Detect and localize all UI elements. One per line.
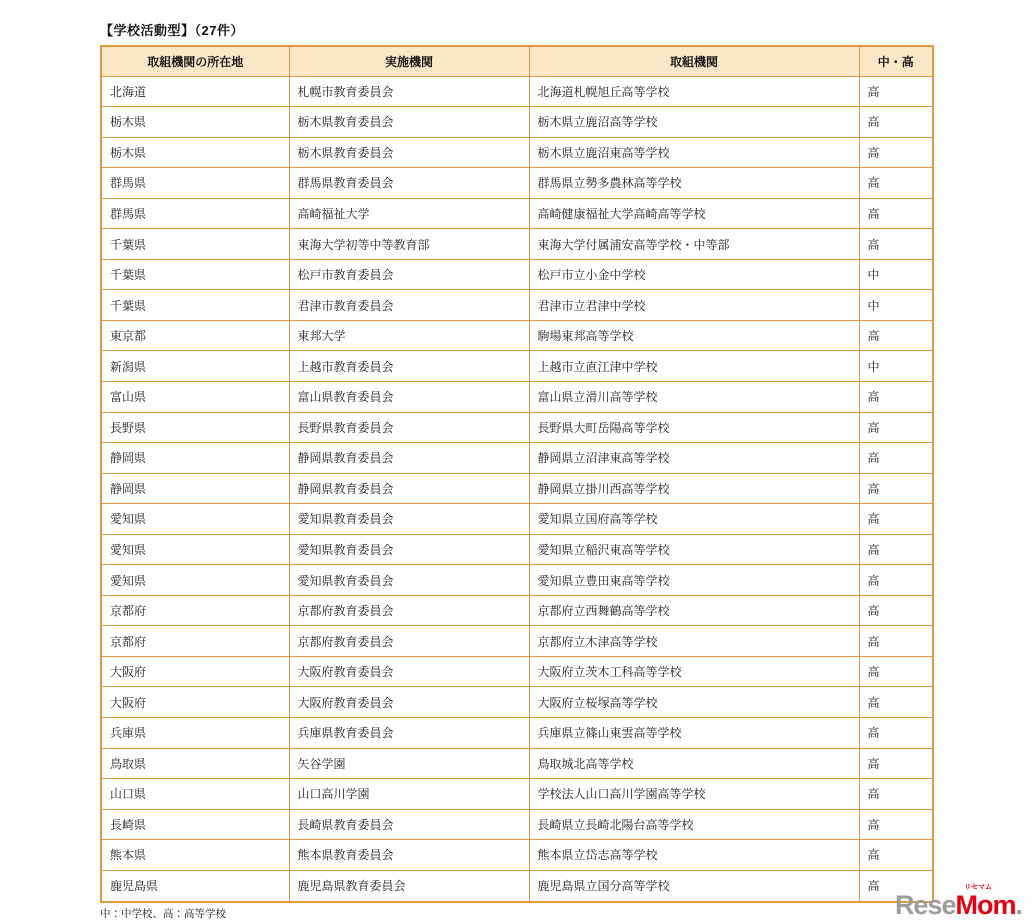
cell-level: 高 — [859, 473, 933, 504]
table-row — [101, 229, 933, 260]
cell-level: 高 — [859, 565, 933, 596]
table-row — [101, 840, 933, 871]
cell-location: 愛知県 — [101, 565, 289, 596]
cell-initiative-org: 高崎健康福祉大学高崎高等学校 — [529, 198, 859, 229]
cell-implementing-org: 愛知県教育委員会 — [289, 534, 529, 565]
cell-location: 北海道 — [101, 76, 289, 107]
cell-implementing-org: 長野県教育委員会 — [289, 412, 529, 443]
cell-location: 新潟県 — [101, 351, 289, 382]
school-activity-table — [100, 45, 934, 903]
cell-level: 高 — [859, 626, 933, 657]
cell-implementing-org: 東邦大学 — [289, 320, 529, 351]
cell-location: 熊本県 — [101, 840, 289, 871]
cell-initiative-org: 京都府立西舞鶴高等学校 — [529, 595, 859, 626]
logo-text-mom: Mom — [955, 890, 1016, 920]
cell-implementing-org: 静岡県教育委員会 — [289, 443, 529, 474]
table-row — [101, 381, 933, 412]
table-row — [101, 687, 933, 718]
cell-location: 群馬県 — [101, 168, 289, 199]
cell-initiative-org: 群馬県立勢多農林高等学校 — [529, 168, 859, 199]
cell-implementing-org: 京都府教育委員会 — [289, 626, 529, 657]
table-row — [101, 656, 933, 687]
table-row — [101, 320, 933, 351]
cell-level: 高 — [859, 229, 933, 260]
cell-initiative-org: 栃木県立鹿沼高等学校 — [529, 107, 859, 138]
table-row — [101, 76, 933, 107]
cell-initiative-org: 愛知県立豊田東高等学校 — [529, 565, 859, 596]
cell-initiative-org: 熊本県立岱志高等学校 — [529, 840, 859, 871]
cell-implementing-org: 高崎福祉大学 — [289, 198, 529, 229]
cell-location: 兵庫県 — [101, 717, 289, 748]
table-header-row — [101, 46, 933, 76]
cell-location: 愛知県 — [101, 534, 289, 565]
cell-implementing-org: 矢谷学園 — [289, 748, 529, 779]
cell-implementing-org: 京都府教育委員会 — [289, 595, 529, 626]
cell-initiative-org: 愛知県立稲沢東高等学校 — [529, 534, 859, 565]
page-title: 【学校活動型】（27件） — [100, 23, 244, 38]
cell-location: 京都府 — [101, 626, 289, 657]
cell-implementing-org: 大阪府教育委員会 — [289, 656, 529, 687]
cell-location: 大阪府 — [101, 656, 289, 687]
cell-initiative-org: 東海大学付属浦安高等学校・中等部 — [529, 229, 859, 260]
cell-implementing-org: 栃木県教育委員会 — [289, 107, 529, 138]
cell-initiative-org: 長崎県立長崎北陽台高等学校 — [529, 809, 859, 840]
cell-implementing-org: 兵庫県教育委員会 — [289, 717, 529, 748]
cell-level: 高 — [859, 76, 933, 107]
cell-location: 栃木県 — [101, 107, 289, 138]
cell-location: 千葉県 — [101, 259, 289, 290]
cell-implementing-org: 大阪府教育委員会 — [289, 687, 529, 718]
cell-level: 高 — [859, 137, 933, 168]
table-row — [101, 351, 933, 382]
cell-initiative-org: 北海道札幌旭丘高等学校 — [529, 76, 859, 107]
cell-implementing-org: 札幌市教育委員会 — [289, 76, 529, 107]
table-row — [101, 107, 933, 138]
cell-implementing-org: 群馬県教育委員会 — [289, 168, 529, 199]
cell-level: 高 — [859, 656, 933, 687]
cell-implementing-org: 熊本県教育委員会 — [289, 840, 529, 871]
cell-location: 静岡県 — [101, 473, 289, 504]
table-footnote: 中：中学校、高：高等学校 — [100, 908, 226, 920]
table-row — [101, 595, 933, 626]
cell-level: 高 — [859, 748, 933, 779]
cell-location: 大阪府 — [101, 687, 289, 718]
cell-initiative-org: 愛知県立国府高等学校 — [529, 504, 859, 535]
resemom-logo — [895, 884, 1022, 919]
table-row — [101, 137, 933, 168]
cell-implementing-org: 愛知県教育委員会 — [289, 504, 529, 535]
cell-implementing-org: 鹿児島県教育委員会 — [289, 870, 529, 902]
cell-location: 鹿児島県 — [101, 870, 289, 902]
cell-level: 高 — [859, 107, 933, 138]
cell-location: 愛知県 — [101, 504, 289, 535]
cell-initiative-org: 富山県立滑川高等学校 — [529, 381, 859, 412]
cell-level: 高 — [859, 687, 933, 718]
cell-initiative-org: 大阪府立桜塚高等学校 — [529, 687, 859, 718]
cell-initiative-org: 松戸市立小金中学校 — [529, 259, 859, 290]
cell-level: 高 — [859, 320, 933, 351]
cell-level: 高 — [859, 534, 933, 565]
column-header-implementing-org: 実施機関 — [289, 46, 529, 76]
cell-location: 富山県 — [101, 381, 289, 412]
table-row — [101, 565, 933, 596]
table-row — [101, 504, 933, 535]
cell-level: 高 — [859, 809, 933, 840]
cell-location: 長野県 — [101, 412, 289, 443]
cell-level: 高 — [859, 412, 933, 443]
cell-level: 高 — [859, 779, 933, 810]
table-row — [101, 870, 933, 902]
cell-implementing-org: 上越市教育委員会 — [289, 351, 529, 382]
table-row — [101, 717, 933, 748]
logo-text-rese: Rese — [894, 890, 956, 920]
cell-level: 高 — [859, 381, 933, 412]
table-row — [101, 534, 933, 565]
cell-location: 山口県 — [101, 779, 289, 810]
cell-location: 千葉県 — [101, 229, 289, 260]
cell-level: 高 — [859, 443, 933, 474]
cell-initiative-org: 京都府立木津高等学校 — [529, 626, 859, 657]
cell-level: 高 — [859, 717, 933, 748]
cell-implementing-org: 富山県教育委員会 — [289, 381, 529, 412]
cell-location: 長崎県 — [101, 809, 289, 840]
cell-location: 千葉県 — [101, 290, 289, 321]
cell-implementing-org: 愛知県教育委員会 — [289, 565, 529, 596]
cell-location: 京都府 — [101, 595, 289, 626]
table-row — [101, 198, 933, 229]
cell-implementing-org: 長崎県教育委員会 — [289, 809, 529, 840]
table-row — [101, 259, 933, 290]
table-row — [101, 473, 933, 504]
cell-implementing-org: 栃木県教育委員会 — [289, 137, 529, 168]
logo-text-dot: . — [1015, 890, 1022, 920]
table-row — [101, 748, 933, 779]
cell-location: 鳥取県 — [101, 748, 289, 779]
cell-initiative-org: 兵庫県立篠山東雲高等学校 — [529, 717, 859, 748]
cell-level: 中 — [859, 290, 933, 321]
cell-implementing-org: 松戸市教育委員会 — [289, 259, 529, 290]
cell-initiative-org: 長野県大町岳陽高等学校 — [529, 412, 859, 443]
cell-implementing-org: 東海大学初等中等教育部 — [289, 229, 529, 260]
cell-initiative-org: 栃木県立鹿沼東高等学校 — [529, 137, 859, 168]
cell-implementing-org: 静岡県教育委員会 — [289, 473, 529, 504]
cell-initiative-org: 鳥取城北高等学校 — [529, 748, 859, 779]
table-row — [101, 168, 933, 199]
cell-location: 東京都 — [101, 320, 289, 351]
cell-level: 高 — [859, 840, 933, 871]
cell-location: 静岡県 — [101, 443, 289, 474]
column-header-location: 取組機関の所在地 — [101, 46, 289, 76]
cell-implementing-org: 山口高川学園 — [289, 779, 529, 810]
resemom-logo-wordmark — [895, 890, 1022, 920]
cell-initiative-org: 静岡県立沼津東高等学校 — [529, 443, 859, 474]
cell-initiative-org: 大阪府立茨木工科高等学校 — [529, 656, 859, 687]
table-row — [101, 443, 933, 474]
table-row — [101, 626, 933, 657]
table-row — [101, 412, 933, 443]
cell-initiative-org: 上越市立直江津中学校 — [529, 351, 859, 382]
cell-implementing-org: 君津市教育委員会 — [289, 290, 529, 321]
column-header-initiative-org: 取組機関 — [529, 46, 859, 76]
cell-initiative-org: 鹿児島県立国分高等学校 — [529, 870, 859, 902]
cell-level: 高 — [859, 504, 933, 535]
table-row — [101, 290, 933, 321]
cell-initiative-org: 学校法人山口高川学園高等学校 — [529, 779, 859, 810]
cell-level: 高 — [859, 198, 933, 229]
cell-initiative-org: 駒場東邦高等学校 — [529, 320, 859, 351]
cell-level: 高 — [859, 870, 933, 902]
cell-level: 中 — [859, 351, 933, 382]
cell-initiative-org: 君津市立君津中学校 — [529, 290, 859, 321]
table-row — [101, 779, 933, 810]
cell-initiative-org: 静岡県立掛川西高等学校 — [529, 473, 859, 504]
table-body — [101, 76, 933, 902]
cell-level: 高 — [859, 168, 933, 199]
cell-level: 高 — [859, 595, 933, 626]
column-header-level: 中・高 — [859, 46, 933, 76]
table-row — [101, 809, 933, 840]
cell-location: 栃木県 — [101, 137, 289, 168]
resemom-logo-kana: リセマム — [964, 884, 992, 891]
cell-location: 群馬県 — [101, 198, 289, 229]
cell-level: 中 — [859, 259, 933, 290]
